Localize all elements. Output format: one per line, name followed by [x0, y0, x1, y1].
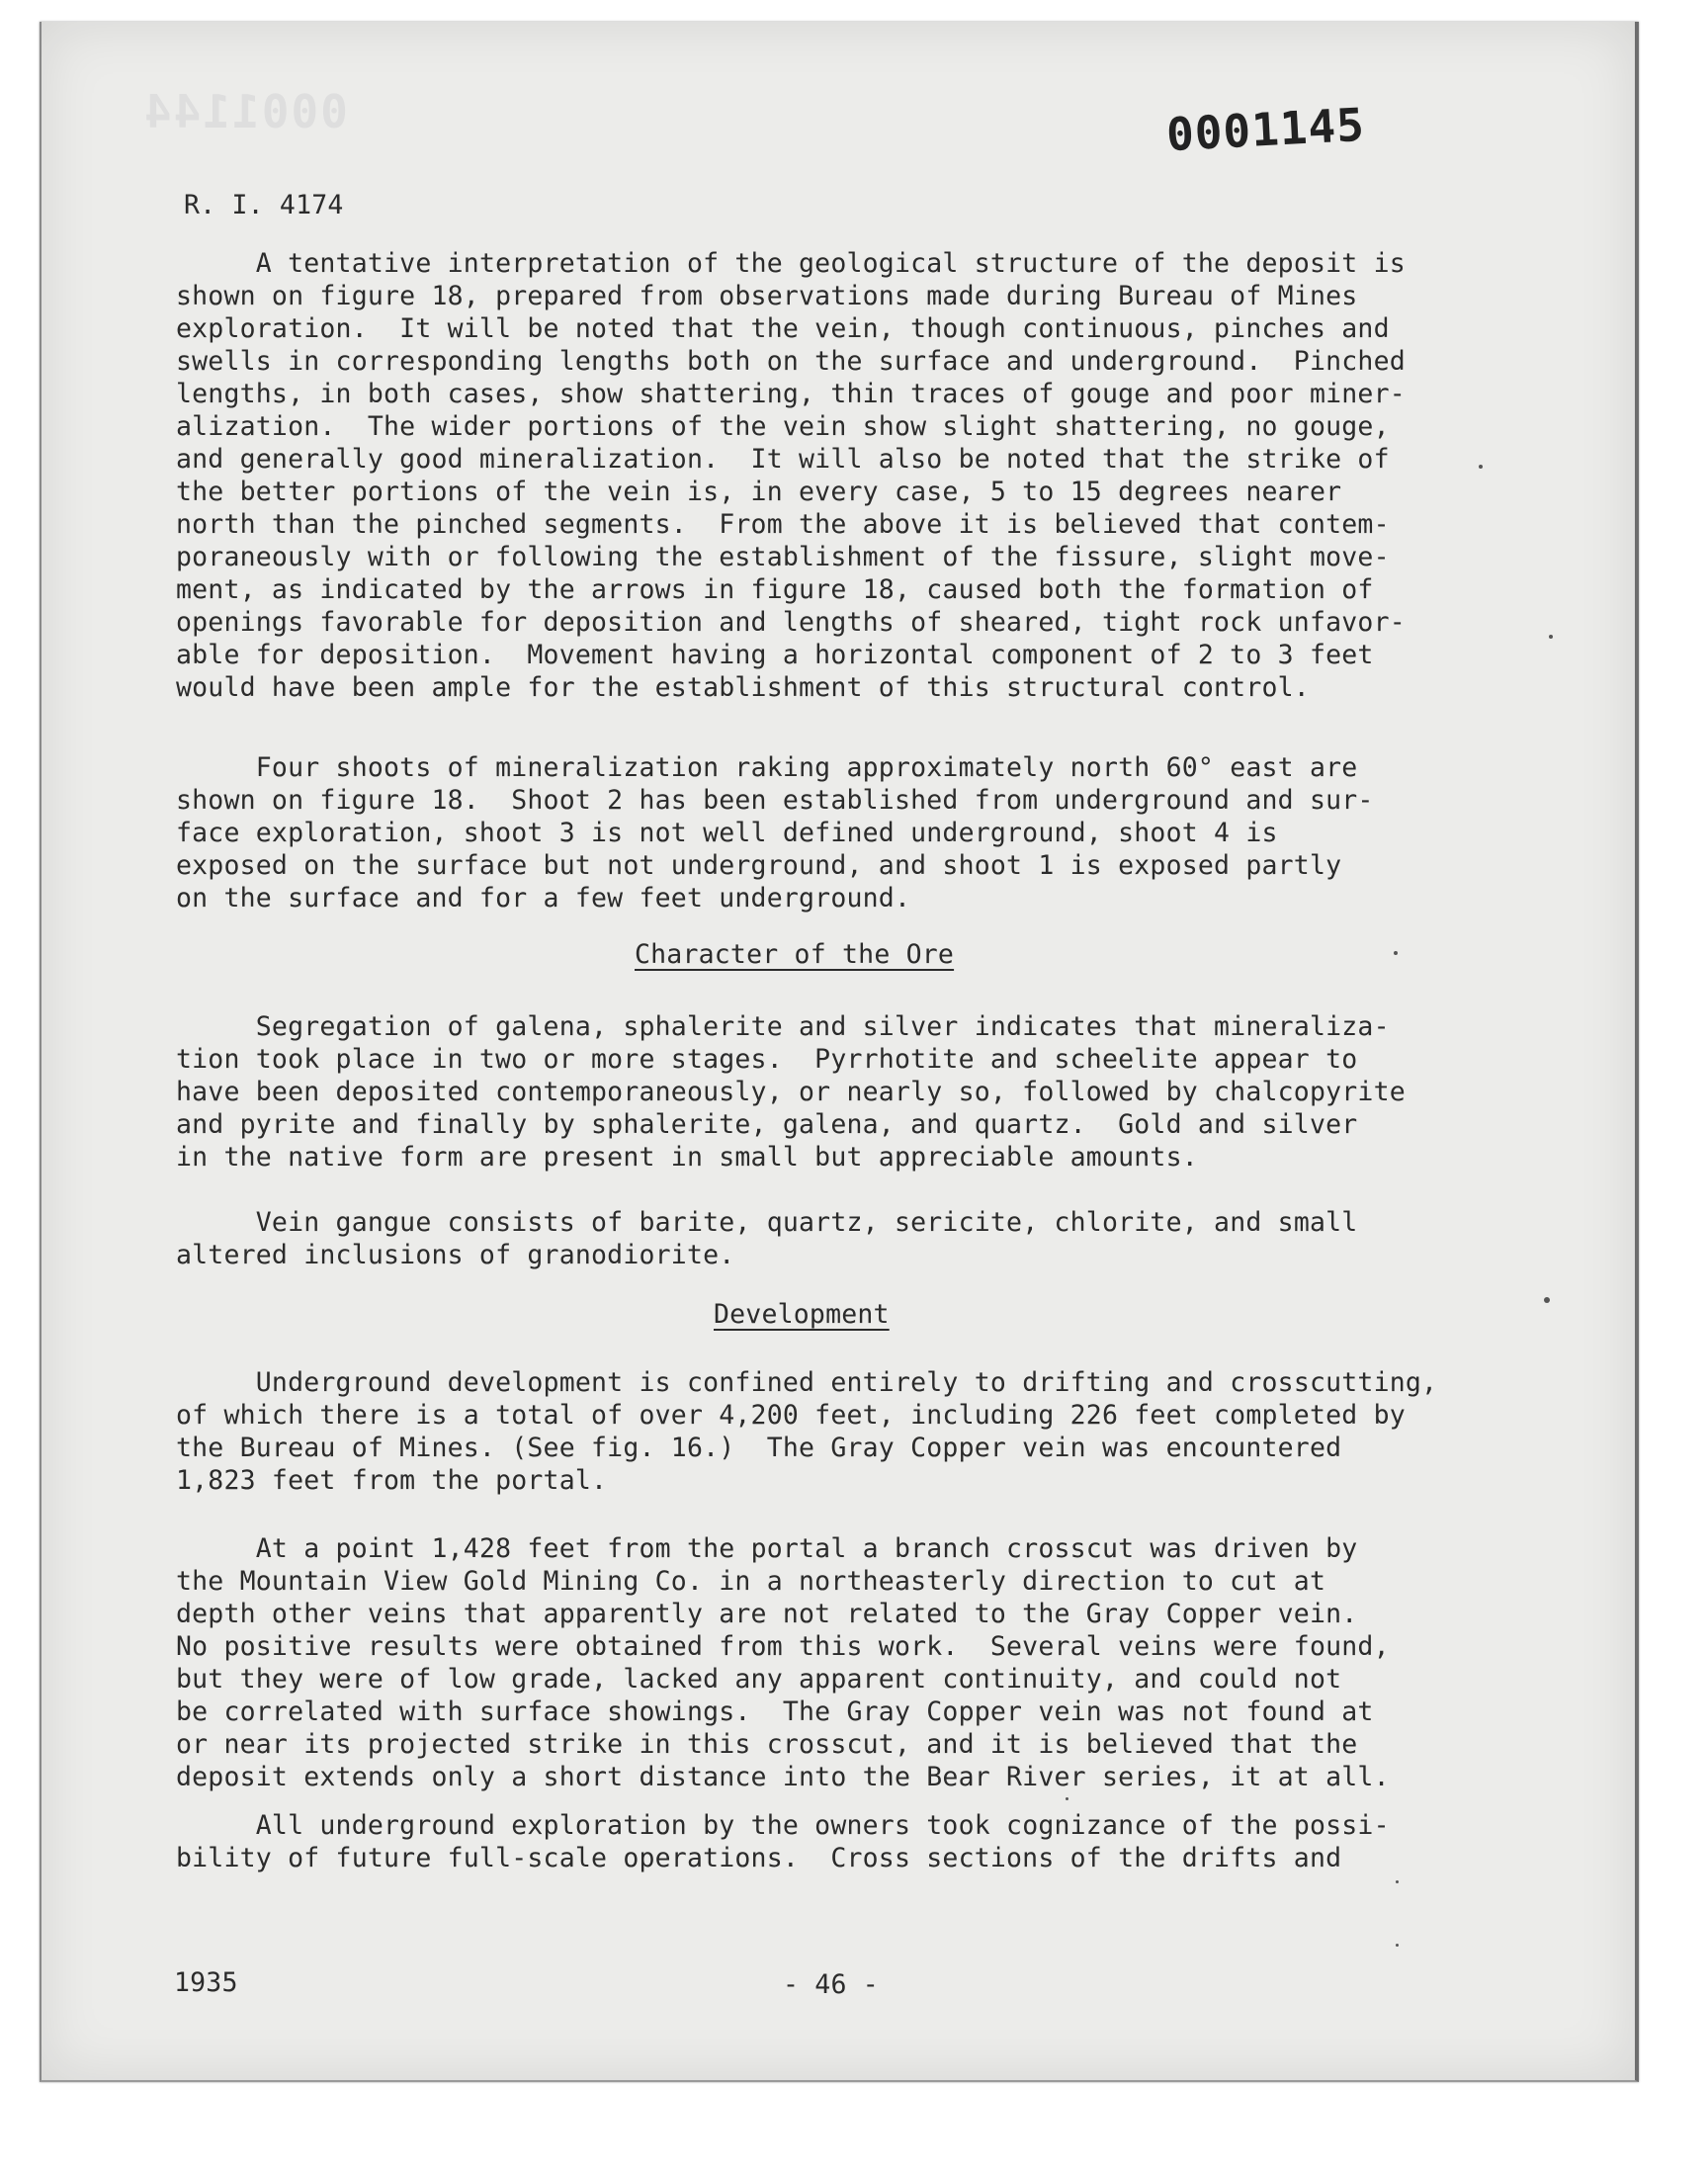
- heading-character-of-ore: Character of the Ore: [635, 939, 955, 970]
- footer-year: 1935: [174, 1967, 238, 1998]
- document-page: [40, 22, 1639, 2082]
- heading-development: Development: [714, 1299, 890, 1330]
- paragraph-vein-gangue: Vein gangue consists of barite, quartz, sericite, chlorite, and small altered inclusions of granodiorite.: [176, 1207, 1358, 1270]
- paragraph-mineralization-shoots: Four shoots of mineralization raking approximately north 60° east are shown on figure 18. Shoot 2 has been established from underground and sur- face exploration, shoot 3 is not well defined underground, shoot 4 is exposed on the surface but not underground, and shoot 1 is exposed partly on the surface and for a few feet underground.: [176, 752, 1374, 914]
- scan-speck: [1479, 465, 1483, 469]
- faded-bleedthrough-stamp: 0001144: [142, 85, 348, 138]
- scan-speck: [1549, 635, 1553, 639]
- paragraph-segregation: Segregation of galena, sphalerite and silver indicates that mineraliza- tion took place in two or more stages. Pyrrhotite and scheelite appear to have been deposited contemporaneously, or nearly so, followed by chalcopyrite and pyrite and finally by sphalerite, galena, and quartz. Gold and silver in the native form are present in small but appreciable amounts.: [176, 1011, 1406, 1173]
- paragraph-branch-crosscut: At a point 1,428 feet from the portal a branch crosscut was driven by the Mountain View Gold Mining Co. in a northeasterly direction to cut at depth other veins that apparently are not related to the Gray Copper vein. No positive results were obtained from this work. Several veins were found, but they were of low grade, lacked any apparent continuity, and could not be correlated with surface showings. The Gray Copper vein was not found at or near its projected strike in this crosscut, and it is believed that the deposit extends only a short distance into the Bear River series, it at all.: [176, 1533, 1390, 1792]
- scan-speck: [1394, 951, 1398, 955]
- paragraph-underground-development: Underground development is confined entirely to drifting and crosscutting, of which there is a total of over 4,200 feet, including 226 feet completed by the Bureau of Mines. (See fig. 16.) The Gray Copper vein was encountered 1,823 feet from the portal.: [176, 1367, 1438, 1496]
- paragraph-structure-interpretation: A tentative interpretation of the geological structure of the deposit is shown on figure 18, prepared from observations made during Bureau of Mines exploration. It will be noted that the vein, though continuous, pinches and swells in corresponding lengths both on the surface and underground. Pinched lengths, in both cases, show shattering, thin traces of gouge and poor miner- alization. The wider portions of the vein show slight shattering, no gouge, and generally good mineralization. It will also be noted that the strike of the better portions of the vein is, in every case, 5 to 15 degrees nearer north than the pinched segments. From the above it is believed that contem- poraneously with or following the establishment of the fissure, slight move- ment, as indicated by the arrows in figure 18, caused both the formation of openings favorable for deposition and lengths of sheared, tight rock unfavor- able for deposition. Movement having a horizontal component of 2 to 3 feet would have been ample for the establishment of this structural control.: [176, 248, 1406, 703]
- scan-speck: [1544, 1297, 1550, 1303]
- footer-page-number: - 46 -: [783, 1969, 879, 2000]
- scan-speck: [1066, 1797, 1068, 1800]
- scan-speck: [1396, 1880, 1399, 1883]
- paragraph-exploration-owners: All underground exploration by the owners took cognizance of the possi- bility of future full-scale operations. Cross sections of the drifts and: [176, 1810, 1390, 1873]
- report-reference: R. I. 4174: [184, 190, 344, 220]
- scan-speck: [1396, 1944, 1399, 1947]
- document-id-stamp: 0001145: [1164, 97, 1367, 162]
